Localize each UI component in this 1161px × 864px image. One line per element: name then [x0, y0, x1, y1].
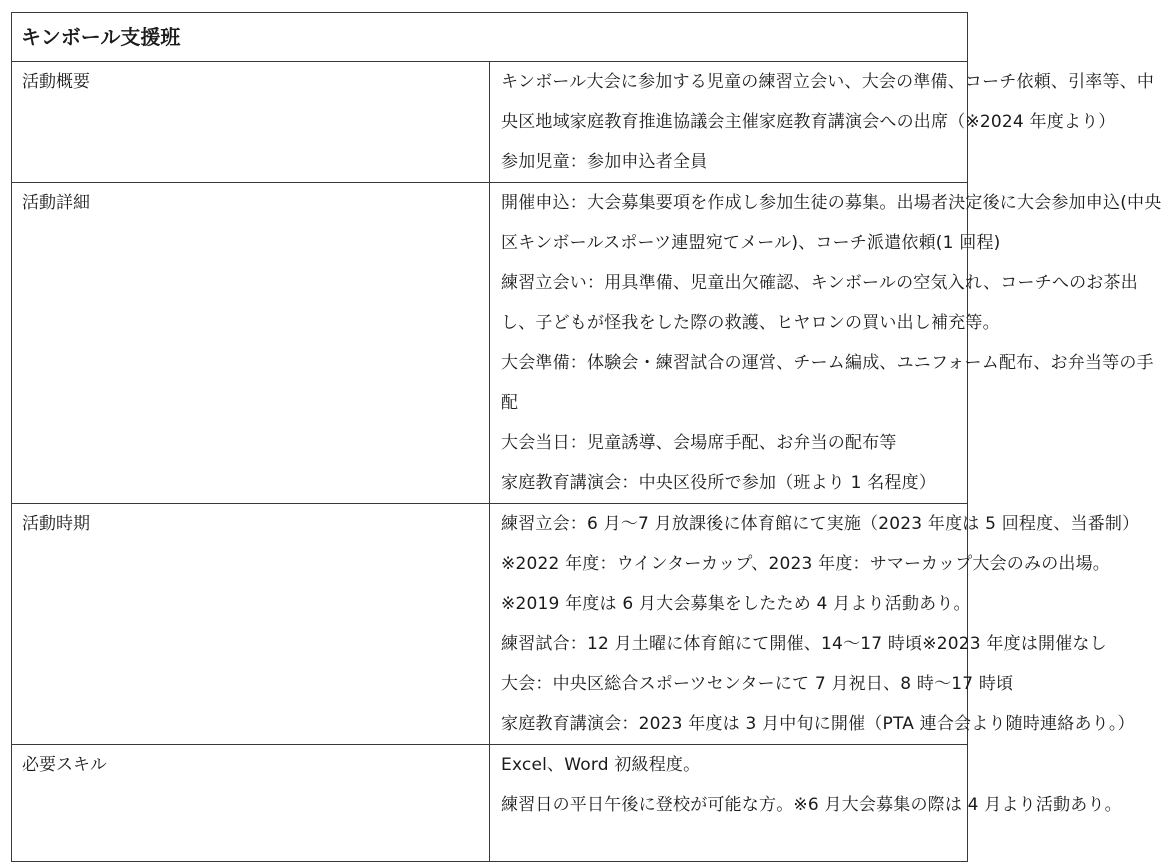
document-page: [11, 12, 1161, 858]
row-content: [490, 504, 1140, 745]
row-label: 必要スキル: [12, 745, 490, 862]
content-line: 家庭教育講演会：2023 年度は 3 月中旬に開催（PTA 連合会より随時連絡あり。）: [501, 714, 1135, 734]
content-line: 大会準備：体験会・練習試合の運営、チーム編成、ユニフォーム配布、お弁当等の手: [501, 353, 1154, 373]
content-line: し、子どもが怪我をした際の救護、ヒヤロンの買い出し補充等。: [501, 313, 1000, 333]
info-table: [11, 12, 1161, 862]
content-line: 配: [501, 393, 519, 413]
content-line: 練習立会い：用具準備、児童出欠確認、キンボールの空気入れ、コーチへのお茶出: [501, 273, 1138, 293]
content-line: キンボール大会に参加する児童の練習立会い、大会の準備、コーチ依頼、引率等、中: [501, 72, 1155, 92]
table-row-skills: [12, 745, 968, 862]
table-row-overview: [12, 62, 968, 183]
content-line: 大会：中央区総合スポーツセンターにて 7 月祝日、8 時～17 時頃: [501, 674, 1014, 694]
content-line: 練習日の平日午後に登校が可能な方。※6 月大会募集の際は 4 月より活動あり。: [501, 795, 1122, 815]
row-label: 活動概要: [12, 62, 490, 183]
row-content: [490, 62, 1155, 183]
table-row-period: [12, 504, 968, 745]
content-line: 練習試合：12 月土曜に体育館にて開催、14～17 時頃※2023 年度は開催なし: [501, 634, 1107, 654]
content-line: ※2022 年度：ウインターカップ、2023 年度：サマーカップ大会のみの出場。: [501, 554, 1111, 574]
content-line: 大会当日：児童誘導、会場席手配、お弁当の配布等: [501, 433, 897, 453]
row-content: [490, 745, 1122, 862]
content-line: 家庭教育講演会：中央区役所で参加（班より 1 名程度）: [501, 473, 937, 493]
row-content: [490, 183, 1161, 504]
content-line: 練習立会：6 月～7 月放課後に体育館にて実施（2023 年度は 5 回程度、当番制）: [501, 514, 1140, 534]
content-line: ※2019 年度は 6 月大会募集をしたため 4 月より活動あり。: [501, 594, 971, 614]
content-line: Excel、Word 初級程度。: [501, 755, 701, 775]
content-line: 央区地域家庭教育推進協議会主催家庭教育講演会への出席（※2024 年度より）: [501, 112, 1116, 132]
row-label: 活動詳細: [12, 183, 490, 504]
title-row: [12, 13, 968, 62]
content-line: 開催申込：大会募集要項を作成し参加生徒の募集。出場者決定後に大会参加申込(中央: [501, 193, 1161, 213]
content-line: 参加児童：参加申込者全員: [501, 152, 708, 172]
row-label: 活動時期: [12, 504, 490, 745]
table-row-details: [12, 183, 968, 504]
table-title: キンボール支援班: [12, 13, 968, 62]
content-line: 区キンボールスポーツ連盟宛てメール)、コーチ派遣依頼(1 回程): [501, 233, 1001, 253]
